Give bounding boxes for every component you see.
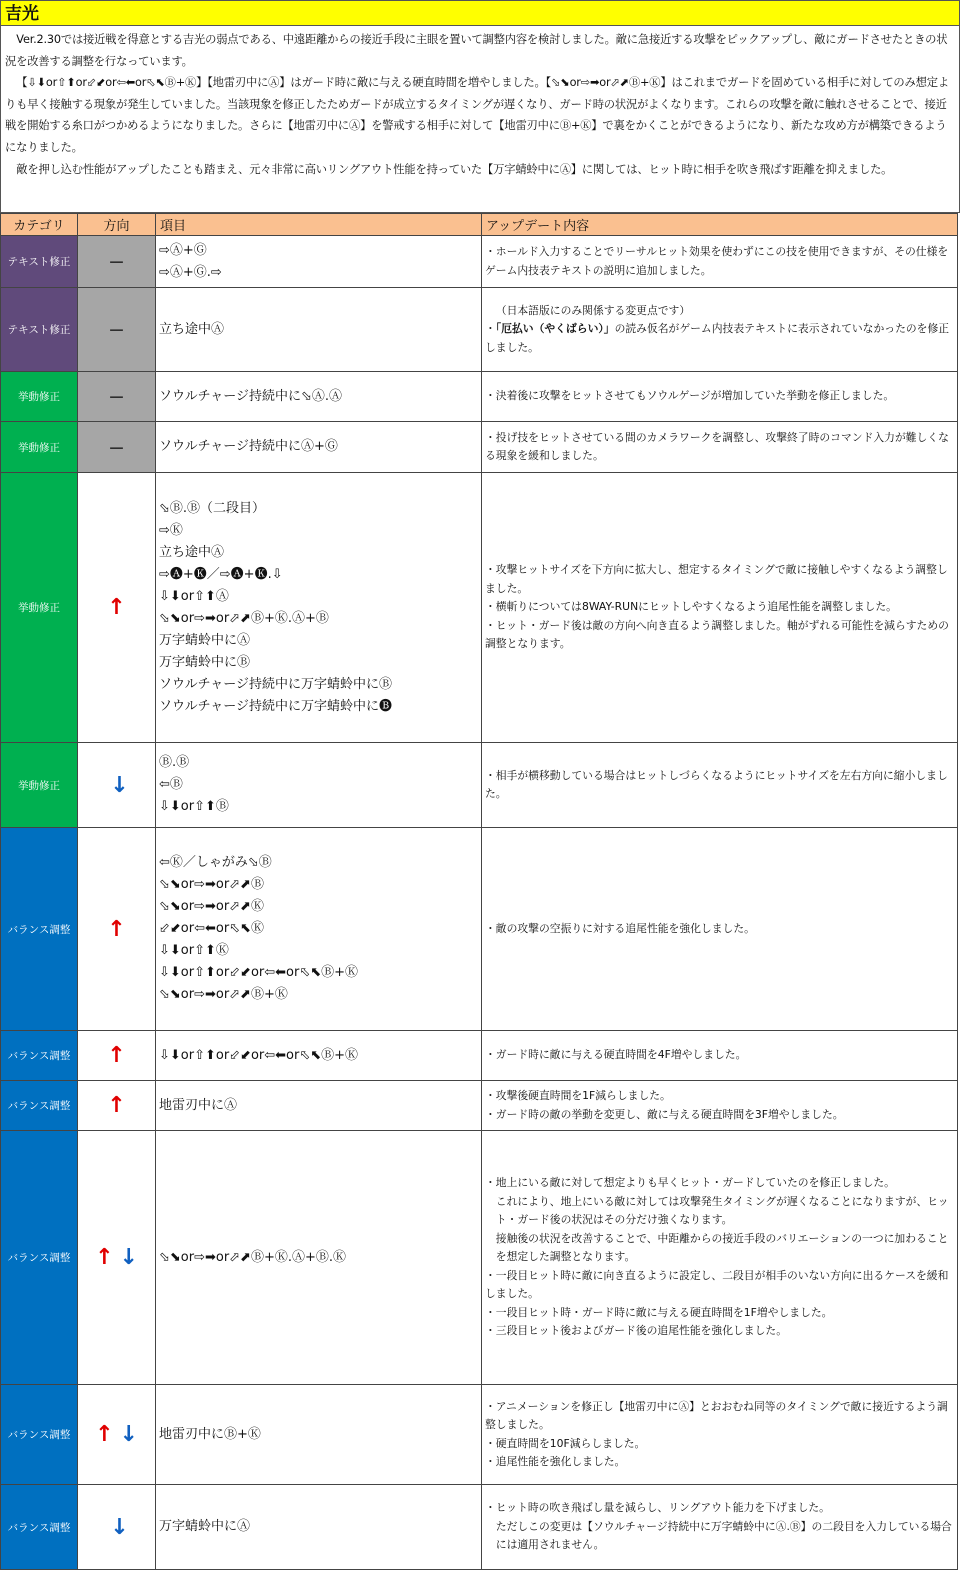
item-cell bbox=[156, 743, 482, 828]
category-cell: バランス調整 bbox=[1, 1031, 78, 1081]
content-line bbox=[485, 1322, 954, 1341]
item-cell bbox=[156, 828, 482, 1031]
category-cell: 挙動修正 bbox=[1, 422, 78, 473]
content-line bbox=[485, 320, 954, 357]
content-line bbox=[485, 243, 954, 280]
content-text: の読み仮名がゲーム内技表テキストに表示されていなかったのを修正しました。 bbox=[485, 322, 950, 354]
item-cell bbox=[156, 1031, 482, 1081]
item-cell bbox=[156, 372, 482, 422]
content-text: ・一段目ヒット時・ガード時に敵に与える硬直時間を1F増やしました。 bbox=[485, 1305, 833, 1319]
move-command: 立ち途中Ⓐ bbox=[159, 544, 225, 560]
category-cell: 挙動修正 bbox=[1, 743, 78, 828]
category-cell: バランス調整 bbox=[1, 1385, 78, 1485]
content-cell bbox=[482, 1485, 958, 1570]
content-line bbox=[485, 429, 954, 466]
move-command: 万字蜻蛉中にⒶ bbox=[159, 1519, 251, 1534]
content-text: ・ホールド入力することでリーサルヒット効果を使わずにこの技を使用できますが、その仕様をゲーム内技表テキストの説明に追加しました。 bbox=[485, 245, 949, 277]
content-text: ・攻撃後硬直時間を1F減らしました。 bbox=[485, 1089, 671, 1102]
content-line bbox=[485, 1087, 954, 1106]
content-text: ・横斬りについては8WAY-RUNにヒットしやすくなるよう追尾性能を調整しました。 bbox=[485, 600, 897, 614]
move-command: ⇩⬇or⇧⬆Ⓚ bbox=[159, 943, 229, 958]
content-cell bbox=[482, 288, 958, 372]
content-line bbox=[485, 1398, 954, 1435]
move-command: ⇨Ⓐ+Ⓖ.⇨ bbox=[159, 264, 222, 280]
header-content: アップデート内容 bbox=[482, 214, 958, 236]
item-cell bbox=[156, 1131, 482, 1385]
up-arrow-icon: ↑ bbox=[107, 1093, 126, 1118]
move-command: ⬂⬊or⇨➡or⬀⬈Ⓑ+Ⓚ.Ⓐ+Ⓑ bbox=[159, 610, 329, 626]
content-cell bbox=[482, 743, 958, 828]
category-cell: 挙動修正 bbox=[1, 372, 78, 422]
content-bold-text: 「厄払い（やくばらい）」 bbox=[495, 322, 615, 336]
content-text: ・攻撃ヒットサイズを下方向に拡大し、想定するタイミングで敵に接触しやすくなるよう調整しました。 bbox=[485, 563, 948, 595]
content-cell bbox=[482, 1031, 958, 1081]
table-row bbox=[1, 1081, 958, 1131]
content-text: ・ガード時の敵の挙動を変更し、敵に与える硬直時間を3F増やしました。 bbox=[485, 1107, 844, 1121]
content-line bbox=[485, 1304, 954, 1323]
header-item: 項目 bbox=[156, 214, 482, 236]
content-text: ・硬直時間を10F減らしました。 bbox=[485, 1436, 646, 1450]
table-row bbox=[1, 236, 958, 288]
move-command: ⬂⬊or⇨➡or⬀⬈Ⓑ+Ⓚ.Ⓐ+Ⓑ.Ⓚ bbox=[159, 1249, 347, 1265]
direction-cell bbox=[78, 1031, 156, 1081]
category-cell: バランス調整 bbox=[1, 1485, 78, 1570]
direction-cell bbox=[78, 828, 156, 1031]
down-arrow-icon: ↓ bbox=[119, 1245, 138, 1270]
item-cell bbox=[156, 1081, 482, 1131]
table-row bbox=[1, 288, 958, 372]
no-change-dash: － bbox=[108, 438, 125, 458]
content-line bbox=[485, 767, 954, 804]
table-row bbox=[1, 1031, 958, 1081]
direction-cell bbox=[78, 372, 156, 422]
item-cell bbox=[156, 288, 482, 372]
content-cell bbox=[482, 422, 958, 473]
table-row bbox=[1, 422, 958, 473]
move-command: ⬃⬋or⇦⬅or⬁⬉Ⓚ bbox=[159, 921, 264, 936]
direction-cell bbox=[78, 1081, 156, 1131]
content-text: ・ガード時に敵に与える硬直時間を4F増やしました。 bbox=[485, 1048, 747, 1062]
content-text: ・地上にいる敵に対して想定よりも早くヒット・ガードしていたのを修正しました。 bbox=[485, 1176, 895, 1190]
table-row bbox=[1, 372, 958, 422]
content-line bbox=[485, 1435, 954, 1454]
down-arrow-icon: ↓ bbox=[110, 772, 129, 798]
move-command: 万字蜻蛉中にⒶ bbox=[159, 632, 251, 648]
content-text: ・決着後に攻撃をヒットさせてもソウルゲージが増加していた挙動を修正しました。 bbox=[485, 389, 895, 403]
content-line bbox=[485, 561, 954, 598]
direction-cell bbox=[78, 422, 156, 473]
content-line bbox=[485, 1193, 954, 1230]
content-text: ・相手が横移動している場合はヒットしづらくなるようにヒットサイズを左右方向に縮小しました。 bbox=[485, 768, 948, 800]
table-row bbox=[1, 473, 958, 743]
up-arrow-icon: ↑ bbox=[95, 1422, 114, 1447]
direction-cell bbox=[78, 1131, 156, 1385]
table-row bbox=[1, 828, 958, 1031]
content-cell bbox=[482, 236, 958, 288]
move-command: ⬂⬊or⇨➡or⬀⬈Ⓑ+Ⓚ bbox=[159, 987, 288, 1002]
content-line bbox=[485, 920, 954, 939]
table-row bbox=[1, 743, 958, 828]
move-command: 万字蜻蛉中にⒷ bbox=[159, 654, 251, 670]
direction-cell bbox=[78, 473, 156, 743]
move-command: 地雷刃中にⒶ bbox=[159, 1097, 238, 1113]
up-arrow-icon: ↑ bbox=[95, 1245, 114, 1270]
content-text: 接触後の状況を改善することで、中距離からの接近手段のバリエーションの一つに加わることを想定した調整となります。 bbox=[495, 1231, 949, 1264]
move-command: ソウルチャージ持続中にⒶ+Ⓖ bbox=[159, 439, 338, 454]
update-table bbox=[0, 213, 958, 1570]
content-text: ただしこの変更は【ソウルチャージ持続中に万字蜻蛉中にⒶ.Ⓑ】の二段目を入力している場合には適用されません。 bbox=[495, 1519, 952, 1552]
direction-cell bbox=[78, 1485, 156, 1570]
content-text: ・ヒット時の吹き飛ばし量を減らし、リングアウト能力を下げました。 bbox=[485, 1501, 830, 1515]
category-cell: バランス調整 bbox=[1, 1081, 78, 1131]
up-arrow-icon: ↑ bbox=[107, 1043, 126, 1068]
content-text: ・ bbox=[485, 322, 496, 336]
content-line bbox=[485, 598, 954, 617]
content-text: ・アニメーションを修正し【地雷刃中にⒶ】とおおむね同等のタイミングで敵に接近するよう調整しました。 bbox=[485, 1399, 948, 1431]
content-line bbox=[485, 1267, 954, 1304]
move-command: Ⓑ.Ⓑ bbox=[159, 755, 190, 770]
content-cell bbox=[482, 828, 958, 1031]
content-text: これにより、地上にいる敵に対しては攻撃発生タイミングが遅くなることになりますが、ヒット・ガード後の状況はその分だけ強くなります。 bbox=[495, 1194, 949, 1227]
move-command: ⬂⬊or⇨➡or⬀⬈Ⓑ bbox=[159, 877, 264, 892]
move-command: ⇩⬇or⇧⬆or⬃⬋or⇦⬅or⬁⬉Ⓑ+Ⓚ bbox=[159, 965, 359, 980]
content-text: （日本語版にのみ関係する変更点です） bbox=[495, 303, 691, 317]
direction-cell bbox=[78, 1385, 156, 1485]
table-header-row bbox=[1, 214, 958, 236]
item-cell bbox=[156, 473, 482, 743]
move-command: ⇩⬇or⇧⬆Ⓑ bbox=[159, 799, 229, 814]
item-cell bbox=[156, 1485, 482, 1570]
table-row bbox=[1, 1385, 958, 1485]
content-line bbox=[485, 1453, 954, 1472]
intro-paragraph: Ver.2.30では接近戦を得意とする吉光の弱点である、中遠距離からの接近手段に主眼を置いて調整内容を検討しました。敵に急接近する攻撃をピックアップし、敵にガードさせたときの状況を改善する調整を行なっています。 bbox=[5, 33, 948, 68]
content-line bbox=[485, 1174, 954, 1193]
content-line bbox=[485, 617, 954, 654]
intro-paragraph: 【⇩⬇or⇧⬆or⬃⬋or⇦⬅or⬁⬉Ⓑ+Ⓚ】【地雷刃中にⒶ】はガード時に敵に与える硬直時間を増やしました。【⬂⬊or⇨➡or⬀⬈Ⓑ+Ⓚ】はこれまでガードを固めている相手に対してのみ想定よりも早く接触する現象が発生していました。当該現象を修正したためガードが成立するタイミングが遅くなり、ガード時の状況がよくなります。これらの攻撃を敵に触れさせることで、接近戦を開始する糸口がつかめるようになりました。さらに【地雷刃中にⒶ】を警戒する相手に対して【地雷刃中にⒷ+Ⓚ】で裏をかくことができるようになり、新たな攻め方が構築できるようになりました。 bbox=[5, 76, 949, 154]
move-command: ⇦Ⓑ bbox=[159, 777, 183, 792]
header-direction: 方向 bbox=[78, 214, 156, 236]
move-command: 立ち途中Ⓐ bbox=[159, 321, 225, 337]
content-text: ・一段目ヒット時に敵に向き直るように設定し、二段目が相手のいない方向に出るケースを緩和しました。 bbox=[485, 1268, 949, 1301]
move-command: ⇨Ⓚ bbox=[159, 522, 183, 538]
category-cell: テキスト修正 bbox=[1, 288, 78, 372]
item-cell bbox=[156, 422, 482, 473]
page-title: 吉光 bbox=[0, 0, 960, 26]
move-command: ⇨🅐+🅚／⇨🅐+🅚.⇩ bbox=[159, 566, 283, 582]
move-command: ⇨Ⓐ+Ⓖ bbox=[159, 242, 207, 258]
move-command: ⇩⬇or⇧⬆or⬃⬋or⇦⬅or⬁⬉Ⓑ+Ⓚ bbox=[159, 1047, 359, 1063]
move-command: ⇦Ⓚ／しゃがみ⬂Ⓑ bbox=[159, 855, 272, 870]
content-line bbox=[485, 1106, 954, 1125]
content-cell bbox=[482, 1385, 958, 1485]
down-arrow-icon: ↓ bbox=[119, 1422, 138, 1447]
up-arrow-icon: ↑ bbox=[107, 595, 126, 620]
content-line bbox=[485, 1230, 954, 1267]
content-text: ・敵の攻撃の空振りに対する追尾性能を強化しました。 bbox=[485, 921, 755, 935]
no-change-dash: － bbox=[108, 388, 125, 407]
direction-cell bbox=[78, 236, 156, 288]
content-line bbox=[485, 1518, 954, 1555]
move-command: ⬂Ⓑ.Ⓑ（二段目） bbox=[159, 500, 266, 516]
content-text: ・投げ技をヒットさせている間のカメラワークを調整し、攻撃終了時のコマンド入力が難しくなる現象を緩和しました。 bbox=[485, 430, 949, 462]
table-row bbox=[1, 1131, 958, 1385]
header-category: カテゴリ bbox=[1, 214, 78, 236]
intro-text bbox=[0, 26, 960, 213]
up-arrow-icon: ↑ bbox=[107, 916, 126, 942]
move-command: ⬂⬊or⇨➡or⬀⬈Ⓚ bbox=[159, 899, 264, 914]
move-command: 地雷刃中にⒷ+Ⓚ bbox=[159, 1426, 261, 1442]
direction-cell bbox=[78, 743, 156, 828]
content-cell bbox=[482, 473, 958, 743]
item-cell bbox=[156, 1385, 482, 1485]
content-line bbox=[485, 302, 954, 321]
down-arrow-icon: ↓ bbox=[110, 1514, 129, 1540]
category-cell: バランス調整 bbox=[1, 1131, 78, 1385]
content-cell bbox=[482, 372, 958, 422]
category-cell: テキスト修正 bbox=[1, 236, 78, 288]
direction-cell bbox=[78, 288, 156, 372]
move-command: ソウルチャージ持続中に万字蜻蛉中に🅑 bbox=[159, 698, 392, 714]
category-cell: 挙動修正 bbox=[1, 473, 78, 743]
move-command: ⇩⬇or⇧⬆Ⓐ bbox=[159, 588, 229, 604]
item-cell bbox=[156, 236, 482, 288]
content-line bbox=[485, 387, 954, 406]
content-cell bbox=[482, 1131, 958, 1385]
move-command: ソウルチャージ持続中に⬂Ⓐ.Ⓐ bbox=[159, 388, 342, 404]
no-change-dash: － bbox=[108, 253, 125, 272]
move-command: ソウルチャージ持続中に万字蜻蛉中にⒷ bbox=[159, 676, 392, 692]
no-change-dash: － bbox=[108, 321, 125, 340]
content-text: ・ヒット・ガード後は敵の方向へ向き直るよう調整しました。軸がずれる可能性を減らすための調整となります。 bbox=[485, 618, 949, 651]
content-cell bbox=[482, 1081, 958, 1131]
content-text: ・追尾性能を強化しました。 bbox=[485, 1455, 626, 1468]
content-line bbox=[485, 1499, 954, 1518]
intro-paragraph: 敵を押し込む性能がアップしたことも踏まえ、元々非常に高いリングアウト性能を持っていた【万字蜻蛉中にⒶ】に関しては、ヒット時に相手を吹き飛ばす距離を抑えました。 bbox=[16, 162, 893, 176]
table-row bbox=[1, 1485, 958, 1570]
content-text: ・三段目ヒット後およびガード後の追尾性能を強化しました。 bbox=[485, 1324, 787, 1338]
content-line bbox=[485, 1046, 954, 1065]
category-cell: バランス調整 bbox=[1, 828, 78, 1031]
